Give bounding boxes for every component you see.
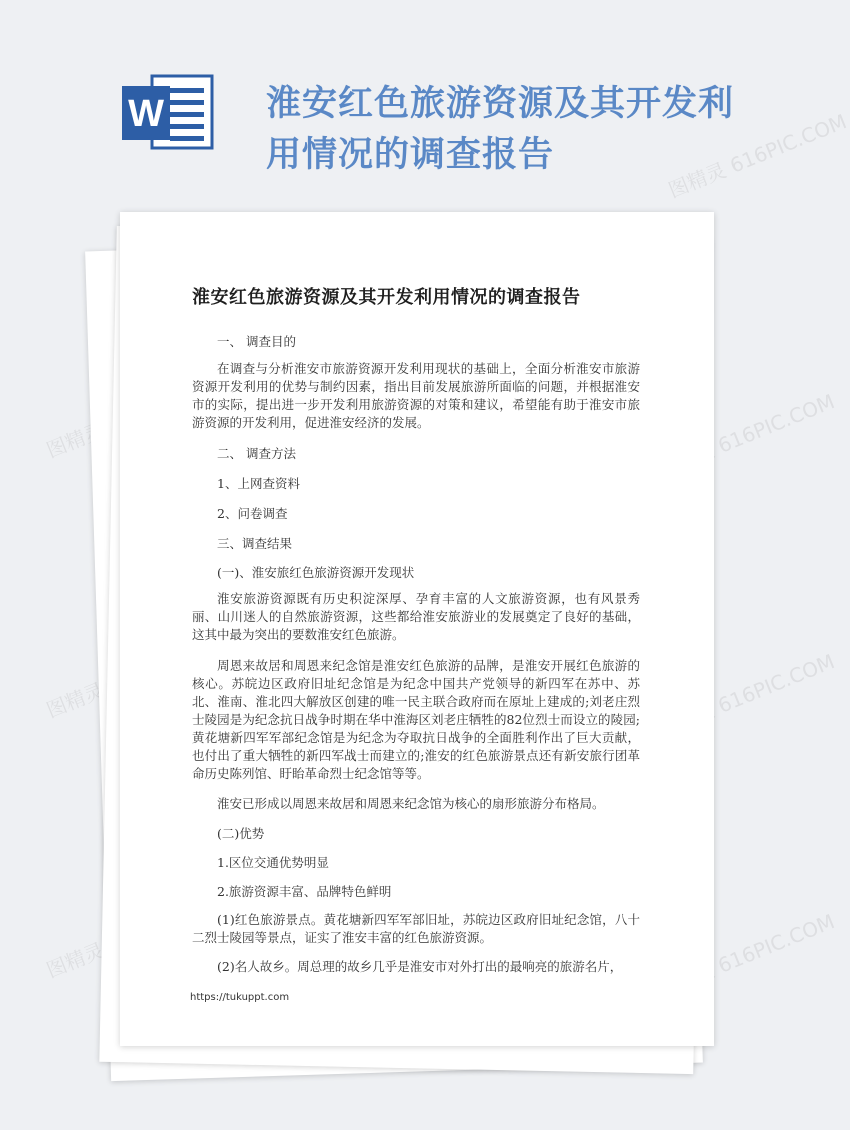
advantage-item-2: 2.旅游资源丰富、品牌特色鲜明: [217, 884, 392, 899]
watermark: 图精灵: [42, 417, 108, 463]
watermark: 图精灵 616PIC.COM: [652, 389, 838, 483]
paragraph-resources: 淮安旅游资源既有历史积淀深厚、孕育丰富的人文旅游资源，也有风景秀丽、山川迷人的自然旅游资源，这些都给淮安旅游业的发展奠定了良好的基础，这其中最为突出的要数淮安红色旅游。: [192, 591, 640, 642]
paragraph-purpose: 在调查与分析淮安市旅游资源开发利用现状的基础上，全面分析淮安市旅游资源开发利用的优势与制约因素，指出目前发展旅游所面临的问题，并根据淮安市的实际，提出进一步开发利用旅游资源的对策和建议，希望能有助于淮安市旅游资源的开发利用，促进淮安经济的发展。: [192, 361, 640, 430]
word-icon-letter: W: [128, 93, 164, 135]
advantage-item-1: 1.区位交通优势明显: [217, 855, 329, 870]
paragraph-red-spots: (1)红色旅游景点。黄花塘新四军军部旧址，苏皖边区政府旧址纪念馆，八十二烈士陵园等景点，证实了淮安丰富的红色旅游资源。: [192, 912, 640, 945]
method-item-1: 1、上网查资料: [217, 476, 300, 491]
footer-url: https://tukuppt.com: [190, 992, 290, 1003]
section-heading-purpose: 一、 调查目的: [217, 334, 296, 349]
watermark: 图精灵 616PIC.COM: [652, 909, 838, 1003]
watermark: 图精灵 616PIC.COM: [664, 109, 850, 203]
watermark: 图精灵: [42, 937, 108, 983]
section-heading-method: 二、 调查方法: [217, 446, 296, 461]
watermark: 图精灵 616PIC.COM: [652, 649, 838, 743]
paragraph-celebrity-hometown: (2)名人故乡。周总理的故乡几乎是淮安市对外打出的最响亮的旅游名片，: [217, 959, 623, 974]
header-banner: [0, 0, 800, 210]
subsection-heading-advantages: (二)优势: [217, 826, 265, 841]
paragraph-layout: 淮安已形成以周恩来故居和周恩来纪念馆为核心的扇形旅游分布格局。: [217, 796, 605, 811]
section-heading-results: 三、调查结果: [217, 536, 293, 551]
watermark: 图精灵: [42, 677, 108, 723]
word-document-icon: [122, 72, 214, 152]
subsection-heading-status: (一)、淮安旅红色旅游资源开发现状: [217, 565, 415, 580]
banner-title-line-2: 用情况的调查报告: [266, 135, 555, 175]
banner-title-line-1: 淮安红色旅游资源及其开发利: [266, 84, 735, 124]
paragraph-red-tourism: 周恩来故居和周恩来纪念馆是淮安红色旅游的品牌，是淮安开展红色旅游的核心。苏皖边区政府旧址纪念馆是为纪念中国共产党领导的新四军在苏中、苏北、淮南、淮北四大解放区创建的唯一民主联合政府而在原址上建成的;刘老庄烈士陵园是为纪念抗日战争时期在华中淮海区刘老庄牺牲的82位烈士而设立的陵园;黄花塘新四军军部纪念馆是为纪念为夺取抗日战争的全面胜利作出了巨大贡献，也付出了重大牺牲的新四军战士而建立的;淮安的红色旅游景点还有新安旅行团革命历史陈列馆、盱眙革命烈士纪念馆等等。: [192, 658, 640, 781]
document-title: 淮安红色旅游资源及其开发利用情况的调查报告: [192, 287, 581, 308]
method-item-2: 2、问卷调查: [217, 506, 288, 521]
